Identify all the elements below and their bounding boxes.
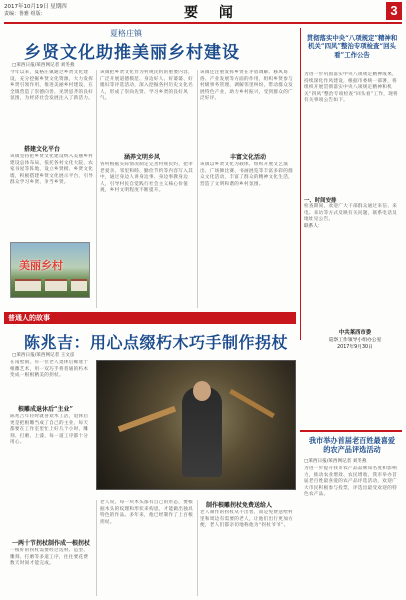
rightbox-headline: 我市举办首届老百姓最喜爱的农产品评选活动 [308, 436, 396, 454]
article1-photo [10, 242, 90, 298]
article2-body-col2: 老人说，每一块木头都有自己的形态，要根据木头的纹理和形状来构思，才能做出独具特色的作品。多年来，他已经制作了上百根拐杖。 [100, 500, 193, 525]
article2-subhead-c: 制作根雕拐杖免费送给人 [206, 502, 273, 509]
notice-contact: 联系人： [304, 223, 323, 229]
sign-org2: 巡察工作领导小组办公室 [328, 338, 382, 343]
column-divider [96, 500, 97, 596]
article2-byline: □莱西日报/莱西网记者 王文彦 [12, 353, 75, 358]
article1-body-col3b: 该镇以乡贤文化为载体，组织开展文艺演出、广场舞比赛、书画展览等丰富多彩的群众文化活动，丰富了群众的精神文化生活，营造了文明和谐的乡村氛围。 [200, 162, 293, 187]
article2-subhead-a: 根雕成退休后“主业” [18, 406, 73, 413]
article1-subhead-c: 丰富文化活动 [230, 154, 267, 161]
sign-org: 中共莱西市委 [338, 330, 372, 336]
article1-headline: 乡贤文化助推美丽乡村建设 [24, 43, 240, 63]
notice-schedule-body: 检查期间，欢迎广大干部群众通过来信、来电、来访等方式反映有关问题，联系电话及地址见公告。 [304, 204, 397, 223]
article2-body-col1c: 一根好的拐杖需要经过选材、造型、雕刻、打磨等多道工序，往往要花费数天时间才能完成。 [10, 548, 89, 567]
article1-body-col3: 该镇还注重发挥乡贤在矛盾调解、移风易俗、产业发展等方面的作用，组织乡贤参与村级事务管理，调解邻里纠纷，带动群众发展特色产业，助力乡村振兴，受到群众的广泛好评。 [200, 70, 293, 102]
notice-schedule-title: 一、时间安排 [304, 198, 337, 204]
rightbox-body: 为进一步提升我市农产品品牌知名度和影响力，推动农业增效、农民增收，我市举办首届老百姓最喜爱的农产品评选活动，欢迎广大市民积极参与投票，评选出最受欢迎的特色农产品。 [304, 466, 397, 498]
article1-byline: □莱西日报/莱西网记者 刘冬燕 [12, 63, 75, 68]
issue-date: 2017年10月19日 星期四 [4, 4, 67, 10]
sign-date: 2017年9月30日 [337, 345, 373, 350]
article2-subhead-b: 一两十节拐杖制作成一根拐杖 [12, 540, 91, 547]
section-band-label: 普通人的故事 [8, 313, 50, 322]
article2-body-col1: 在南墅镇，有一位老人退休后痴迷于根雕艺术，用一双巧手将普通的朽木变成一根根精美的拐杖。 [10, 360, 89, 379]
article2-body-col1b: 陈兆吉年轻时就喜欢木工活，退休后更是把根雕当成了自己的主业，每天都要在工作室里忙上好几个小时，雕刻、打磨、上漆，每一道工序都十分用心。 [10, 414, 89, 446]
article2-body-col3: 老人制作的拐杖从不出售，而是免费送给村里和周边有需要的老人，让他们出行更加方便，老人们都亲切地称他为“拐杖爷爷”。 [200, 510, 293, 529]
section-title: 要 闻 [184, 5, 241, 21]
article1-subhead-b: 涵养文明乡风 [124, 154, 161, 161]
notice-signature [320, 330, 390, 351]
article2-headline: 陈兆吉：用心点缀朽木巧手制作拐杖 [24, 333, 289, 352]
photo-caption-label: 美丽乡村 [19, 259, 63, 272]
header-rule [4, 22, 402, 24]
article1-body-col1b: 该镇坚持把乡贤文化建设纳入美丽乡村建设总体布局，依托各村文化大院、农家书屋等阵地，设立乡贤榜、乡贤文化墙，积极搭建乡贤文化展示平台，引导群众学习乡贤、争当乡贤。 [10, 154, 94, 186]
article1-body-col2b: 各村根据实际情况制定完善村规民约，把孝老爱亲、邻里和睦、勤俭节约等内容写入其中，通过身边人讲身边事、身边事教身边人，引导村民自觉践行社会主义核心价值观，乡村文明程度不断提升。 [100, 162, 193, 194]
article1-kicker: 夏格庄镇 [110, 29, 142, 38]
page-number: 3 [386, 2, 402, 20]
article1-body-col2: 该镇把乡贤文化作为村规民约的重要内容，广泛开展道德模范、身边好人、好婆婆、好媳妇等评选活动，深入挖掘各村历史文化名人，形成了崇尚先贤、学习乡贤的良好风气。 [100, 70, 193, 102]
notice-headline: 贯彻落实中央“八项规定”精神和机关“四风”整治专项检查“回头看”工作公告 [306, 34, 398, 59]
notice-body: 为进一步巩固落实中央八项规定精神成果，持续深化作风建设，根据市委统一部署，将组织开展贯彻落实中央八项规定精神和机关“四风”整治专项检查“回头看”工作，现将有关事项公告如下。 [304, 72, 398, 104]
column-divider [96, 70, 97, 308]
rightbox-byline: □莱西日报/莱西网记者 刘冬燕 [304, 459, 367, 464]
article1-subhead-a: 搭建文化平台 [24, 146, 61, 153]
article2-photo [96, 360, 296, 490]
page-header [4, 2, 402, 22]
column-divider [197, 70, 198, 308]
article1-body-col1: 今年以来，夏格庄镇通过乡贤文化建设，充分挖掘乡贤文化资源，大力发挥乡贤引领作用，推进美丽乡村建设，在全镇营造了崇德向善、见贤思齐的良好氛围，为经济社会发展注入了新活力。 [10, 70, 94, 102]
column-divider [197, 500, 198, 596]
editor-line: 责编：鲁雅 组版： [4, 11, 46, 17]
notice-schedule [304, 198, 400, 230]
